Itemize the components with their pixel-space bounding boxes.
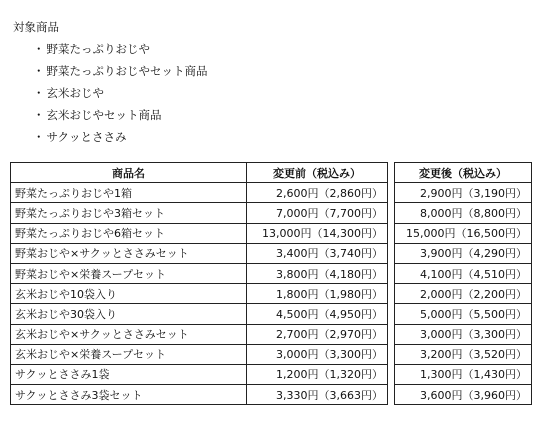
table-row — [11, 223, 532, 243]
product-name-cell: 玄米おじや×サクッとささみセット — [11, 324, 247, 344]
table-row — [11, 183, 532, 203]
column-separator — [388, 203, 395, 223]
price-after-cell: 3,200円（3,520円） — [395, 344, 532, 364]
table-header-row — [11, 163, 532, 183]
price-after-cell: 3,900円（4,290円） — [395, 243, 532, 263]
table-row — [11, 344, 532, 364]
price-after-cell: 2,900円（3,190円） — [395, 183, 532, 203]
product-name-cell: サクッとささみ1袋 — [11, 364, 247, 384]
header-price-before: 変更前（税込み） — [247, 163, 388, 183]
target-product-item: ・ 玄米おじや — [13, 82, 208, 104]
table-body — [11, 183, 532, 405]
column-separator — [388, 223, 395, 243]
column-separator — [388, 263, 395, 283]
column-separator — [388, 183, 395, 203]
price-before-cell: 13,000円（14,300円） — [247, 223, 388, 243]
header-product-name: 商品名 — [11, 163, 247, 183]
column-separator — [388, 324, 395, 344]
price-after-cell: 3,000円（3,300円） — [395, 324, 532, 344]
target-product-item: ・ 玄米おじやセット商品 — [13, 104, 208, 126]
price-before-cell: 4,500円（4,950円） — [247, 304, 388, 324]
price-before-cell: 3,000円（3,300円） — [247, 344, 388, 364]
target-products-list — [13, 38, 208, 148]
product-name-cell: 玄米おじや30袋入り — [11, 304, 247, 324]
product-name-cell: 玄米おじや10袋入り — [11, 284, 247, 304]
table-row — [11, 385, 532, 405]
price-before-cell: 1,200円（1,320円） — [247, 364, 388, 384]
column-separator — [388, 385, 395, 405]
table-row — [11, 263, 532, 283]
table-row — [11, 203, 532, 223]
target-products-title: 対象商品 — [13, 20, 59, 34]
column-separator — [388, 344, 395, 364]
target-product-item: ・ 野菜たっぷりおじやセット商品 — [13, 60, 208, 82]
product-name-cell: 野菜おじや×サクッとささみセット — [11, 243, 247, 263]
price-before-cell: 7,000円（7,700円） — [247, 203, 388, 223]
target-product-item: ・ 野菜たっぷりおじや — [13, 38, 208, 60]
price-before-cell: 3,330円（3,663円） — [247, 385, 388, 405]
product-name-cell: 野菜おじや×栄養スープセット — [11, 263, 247, 283]
price-before-cell: 1,800円（1,980円） — [247, 284, 388, 304]
table-row — [11, 324, 532, 344]
column-separator — [388, 304, 395, 324]
product-name-cell: サクッとささみ3袋セット — [11, 385, 247, 405]
price-before-cell: 3,400円（3,740円） — [247, 243, 388, 263]
product-name-cell: 玄米おじや×栄養スープセット — [11, 344, 247, 364]
table-row — [11, 243, 532, 263]
header-price-after: 変更後（税込み） — [395, 163, 532, 183]
price-after-cell: 5,000円（5,500円） — [395, 304, 532, 324]
product-name-cell: 野菜たっぷりおじや1箱 — [11, 183, 247, 203]
column-separator — [388, 243, 395, 263]
price-change-table — [10, 162, 532, 405]
price-before-cell: 2,700円（2,970円） — [247, 324, 388, 344]
column-separator — [388, 284, 395, 304]
price-before-cell: 3,800円（4,180円） — [247, 263, 388, 283]
price-after-cell: 2,000円（2,200円） — [395, 284, 532, 304]
target-products-section — [13, 16, 208, 148]
table-row — [11, 304, 532, 324]
price-after-cell: 1,300円（1,430円） — [395, 364, 532, 384]
price-after-cell: 4,100円（4,510円） — [395, 263, 532, 283]
column-separator — [388, 364, 395, 384]
price-after-cell: 3,600円（3,960円） — [395, 385, 532, 405]
product-name-cell: 野菜たっぷりおじや3箱セット — [11, 203, 247, 223]
product-name-cell: 野菜たっぷりおじや6箱セット — [11, 223, 247, 243]
price-after-cell: 8,000円（8,800円） — [395, 203, 532, 223]
price-after-cell: 15,000円（16,500円） — [395, 223, 532, 243]
column-separator — [388, 163, 395, 183]
price-before-cell: 2,600円（2,860円） — [247, 183, 388, 203]
table-row — [11, 364, 532, 384]
target-product-item: ・ サクッとささみ — [13, 126, 208, 148]
table-row — [11, 284, 532, 304]
